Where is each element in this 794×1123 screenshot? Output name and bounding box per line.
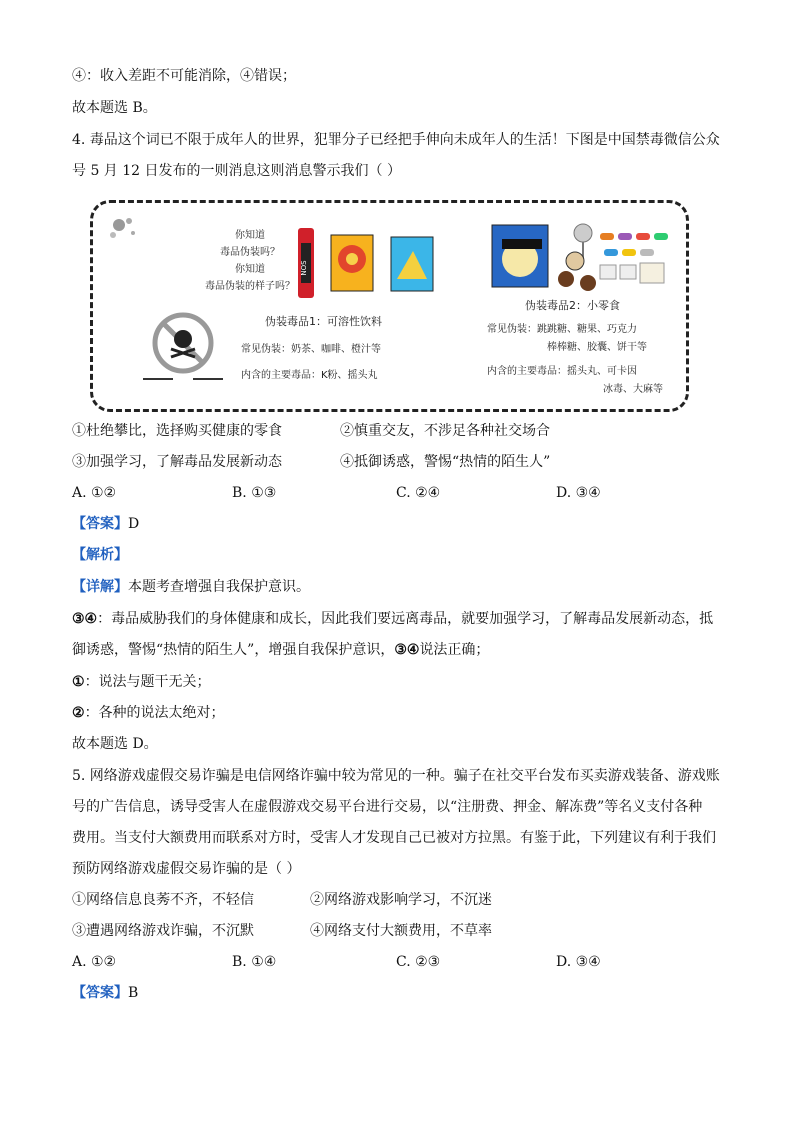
q4-explanation: 御诱惑，警惕“热情的陌生人”，增强自我保护意识，③④说法正确； xyxy=(72,642,490,658)
q4-statement-1: ①杜绝攀比，选择购买健康的零食 xyxy=(72,423,282,439)
q4-explanation: ③④：毒品威胁我们的身体健康和成长，因此我们要远离毒品，就要加强学习，了解毒品发展新动态，抵 xyxy=(72,611,714,627)
q5-statement-1: ①网络信息良莠不齐，不轻信 xyxy=(72,892,254,908)
q4-statement-4: ④抵御诱惑，警惕“热情的陌生人” xyxy=(340,454,551,470)
question-5-stem: 预防网络游戏虚假交易诈骗的是（ ） xyxy=(72,861,301,877)
question-4-stem: 4. 毒品这个词已不限于成年人的世界，犯罪分子已经把手伸向未成年人的生活！下图是中国禁毒微信公众 xyxy=(72,132,720,148)
q5-statement-2: ②网络游戏影响学习，不沉迷 xyxy=(310,892,492,908)
q5-statement-3: ③遭遇网络游戏诈骗，不沉默 xyxy=(72,923,254,939)
q4-statement-3: ③加强学习，了解毒品发展新动态 xyxy=(72,454,282,470)
can-label: NOS xyxy=(300,260,308,276)
drinks-illustration-icon xyxy=(293,223,443,303)
no-drugs-icon xyxy=(138,305,228,385)
text-line: ④：收入差距不可能消除，④错误； xyxy=(72,68,296,84)
q4-choice-c[interactable]: C. ②④ xyxy=(396,485,441,501)
q5-choice-d[interactable]: D. ③④ xyxy=(556,954,601,970)
question-5-stem: 5. 网络游戏虚假交易诈骗是电信网络诈骗中较为常见的一种。骗子在社交平台发布买卖游戏装备、游戏账 xyxy=(72,768,720,784)
drink-title: 伪装毒品1：可溶性饮料 xyxy=(265,315,382,328)
q4-explanation: ②：各种的说法太绝对； xyxy=(72,705,225,721)
info-question: 你知道 毒品伪装吗？ 你知道 毒品伪装的样子吗？ xyxy=(205,230,295,292)
question-5-stem: 号的广告信息，诱导受害人在虚假游戏交易平台进行交易，以“注册费、押金、解冻费”等名义支付各种 xyxy=(72,799,703,815)
q4-statement-2: ②慎重交友，不涉足各种社交场合 xyxy=(340,423,550,439)
q4-detail: 【详解】本题考查增强自我保护意识。 xyxy=(72,579,310,595)
drink-main: 内含的主要毒品：K粉、摇头丸 xyxy=(241,370,378,381)
snack-main: 内含的主要毒品：摇头丸、可卡因 冰毒、大麻等 xyxy=(487,366,663,395)
q4-choice-a[interactable]: A. ①② xyxy=(72,485,117,501)
snack-title: 伪装毒品2：小零食 xyxy=(525,299,620,312)
q4-explanation: ①：说法与题干无关； xyxy=(72,674,211,690)
snacks-illustration-icon xyxy=(488,217,678,297)
q5-choice-c[interactable]: C. ②③ xyxy=(396,954,441,970)
text-line: 故本题选 B。 xyxy=(72,100,157,116)
q4-final: 故本题选 D。 xyxy=(72,736,158,752)
q4-choice-d[interactable]: D. ③④ xyxy=(556,485,601,501)
q5-choice-a[interactable]: A. ①② xyxy=(72,954,117,970)
q4-answer: 【答案】D xyxy=(72,516,140,532)
q5-answer: 【答案】B xyxy=(72,985,139,1001)
drug-disguise-infographic xyxy=(90,200,689,412)
question-4-stem: 号 5 月 12 日发布的一则消息这则消息警示我们（ ） xyxy=(72,163,401,179)
q5-statement-4: ④网络支付大额费用，不草率 xyxy=(310,923,492,939)
snack-common: 常见伪装：跳跳糖、糖果、巧克力 棒棒糖、胶囊、饼干等 xyxy=(487,324,647,353)
q4-analysis-label: 【解析】 xyxy=(72,547,128,563)
drink-common: 常见伪装：奶茶、咖啡、橙汁等 xyxy=(241,344,381,355)
q5-choice-b[interactable]: B. ①④ xyxy=(232,954,277,970)
splatter-icon xyxy=(105,211,145,251)
q4-choice-b[interactable]: B. ①③ xyxy=(232,485,277,501)
question-5-stem: 费用。当支付大额费用而联系对方时，受害人才发现自己已被对方拉黑。有鉴于此，下列建议有利于我们 xyxy=(72,830,716,846)
